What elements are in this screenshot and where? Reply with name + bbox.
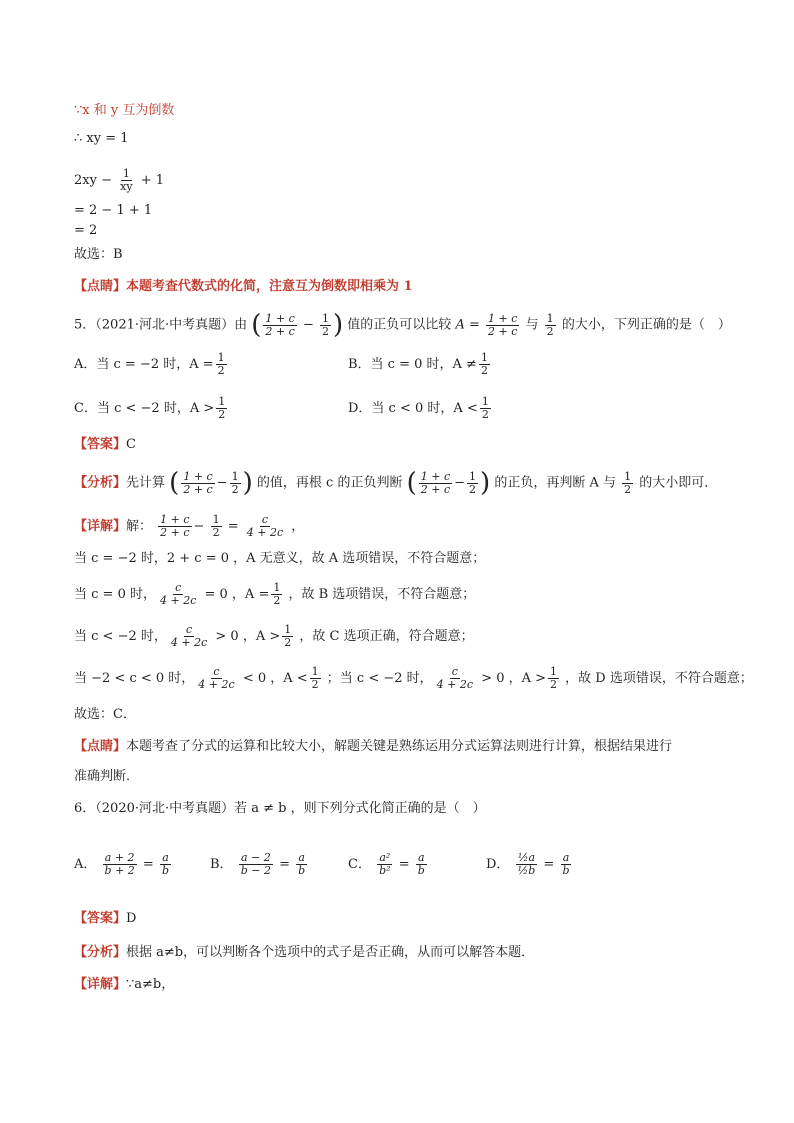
therefore-xy: ∴ xy = 1 [74,131,129,146]
q5-case-1: 当 c = −2 时，2 + c = 0 ，A 无意义，故 A 选项错误，不符合题意； [74,551,486,566]
q6-answer: 【答案】D [74,911,137,926]
q5-case-4: 当 −2 < c < 0 时， $\frac{c}{4 + 2c}$ < 0 ，A < $\frac{1}{2}$ ；当 c < −2 时， $\frac{c}{4 + 2c}$ > 0 ，A > $\frac{1}{2}$ ，故 D 选项错误，不符合题意； [74,665,753,691]
question-6: 6．（2020·河北·中考真题）若 a ≠ b ，则下列分式化简正确的是（ ） [74,801,486,816]
q6-detail: 【详解】∵a≠b， [74,977,175,992]
expression-line: 2xy − $\frac{1}{xy}$ + 1 [74,167,164,193]
q5-answer: 【答案】C [74,437,136,452]
q5-case-3: 当 c < −2 时， $\frac{c}{4 + 2c}$ > 0 ，A > $\frac{1}{2}$ ，故 C 选项正确，符合题意； [74,623,474,649]
q6-option-a: A． $\frac{a + 2}{b + 2}$ = $\frac{a}{b}$ [74,851,170,877]
step-line: = 2 − 1 + 1 [74,203,153,218]
q6-option-c: C． $\frac{\text{a²}}{\text{b²}}$ = $\frac{a}{b}$ [348,851,425,877]
q5-choose: 故选：C． [74,707,136,722]
q5-option-c: C．当 c < −2 时，A > $\frac{1}{2}$ [74,395,226,421]
q5-point-2: 准确判断． [74,769,140,784]
q5-option-a: A．当 c = −2 时，A = $\frac{1}{2}$ [74,351,225,377]
q5-point-1: 【点睛】本题考查了分式的运算和比较大小，解题关键是熟练运用分式运算法则进行计算，根据结果进行 [74,739,673,754]
q6-analysis: 【分析】根据 a≠b，可以判断各个选项中的式子是否正确，从而可以解答本题． [74,945,535,960]
q5-option-d: D．当 c < 0 时，A < $\frac{1}{2}$ [348,395,489,421]
given-reciprocal: ∵x 和 y 互为倒数 [74,103,175,118]
point-line: 【点睛】本题考查代数式的化简，注意互为倒数即相乘为 1 [74,279,413,294]
q5-detail: 【详解】解： $\frac{1 + c}{2 + c}$ − $\frac{1}{2}$ = $\frac{c}{4 + 2c}$ ， [74,513,305,539]
q5-option-b: B．当 c = 0 时，A ≠ $\frac{1}{2}$ [348,351,488,377]
q5-analysis: 【分析】先计算 ( $\frac{1 + c}{2 + c}$ − $\frac{1}{2}$ ) 的值，再根 c 的正负判断 ( $\frac{1 + c}{2 + c}$ − $\frac{1}{2}$ ) 的正负，再判断 A 与 $\frac{1}{2}$ 的大小即可． [74,468,718,498]
choice-line: 故选：B [74,247,123,262]
q6-option-d: D． $\frac{\text{½a}}{\text{½b}}$ = $\frac{a}{b}$ [486,851,570,877]
q5-case-2: 当 c = 0 时， $\frac{c}{4 + 2c}$ = 0 ，A = $\frac{1}{2}$ ，故 B 选项错误，不符合题意； [74,581,476,607]
q6-option-b: B． $\frac{a - 2}{b - 2}$ = $\frac{a}{b}$ [210,851,306,877]
question-5: 5．（2021·河北·中考真题）由 ( $\frac{1 + c}{2 + c}$ − $\frac{1}{2}$ ) 值的正负可以比较 A = $\frac{1 + c}{2 + c}$ 与 $\frac{1}{2}$ 的大小，下列正确的是（ ） [74,310,731,340]
result-line: = 2 [74,223,98,238]
fraction: $\frac{1}{xy}$ [120,167,133,193]
